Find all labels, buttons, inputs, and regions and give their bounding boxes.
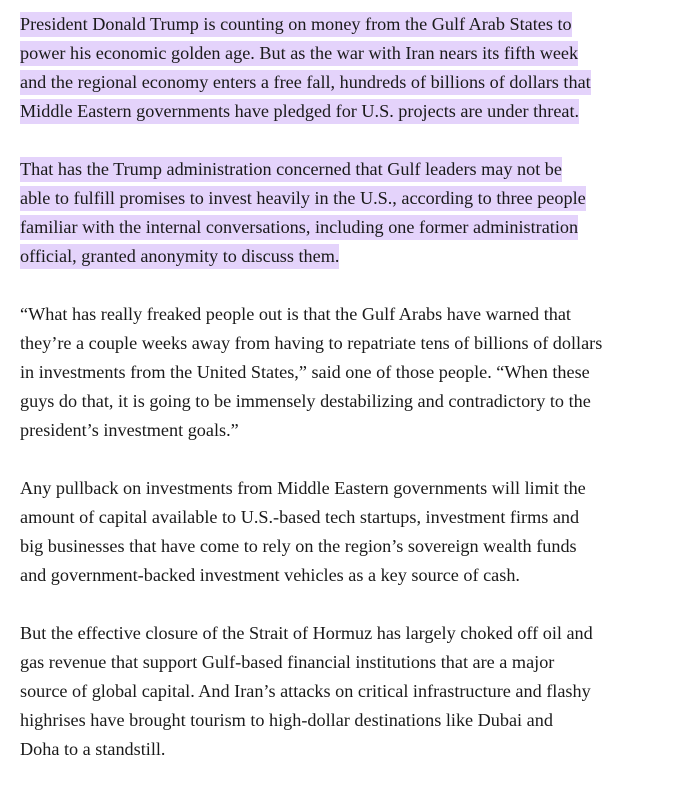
text-line [20, 387, 660, 416]
line-text: and government-backed investment vehicles as a key source of cash. [20, 565, 520, 585]
text-line [20, 706, 660, 735]
line-text: Doha to a standstill. [20, 739, 166, 759]
line-text: in investments from the United States,” said one of those people. “When these [20, 362, 590, 382]
text-line [20, 329, 660, 358]
text-line [20, 648, 660, 677]
paragraph-4[interactable] [20, 474, 660, 590]
text-line [20, 735, 660, 764]
text-line [20, 39, 660, 68]
paragraph-5[interactable] [20, 619, 660, 764]
line-text: big businesses that have come to rely on the region’s sovereign wealth funds [20, 536, 577, 556]
line-text: amount of capital available to U.S.-based tech startups, investment firms and [20, 507, 580, 527]
line-text: President Donald Trump is counting on money from the Gulf Arab States to [20, 12, 572, 37]
line-text: familiar with the internal conversations, including one former administration [20, 215, 578, 240]
line-text: highrises have brought tourism to high-dollar destinations like Dubai and [20, 710, 553, 730]
paragraph-3[interactable] [20, 300, 660, 445]
text-line [20, 68, 660, 97]
line-text: power his economic golden age. But as the war with Iran nears its fifth week [20, 41, 578, 66]
line-text: That has the Trump administration concerned that Gulf leaders may not be [20, 157, 562, 182]
text-line [20, 358, 660, 387]
line-text: Any pullback on investments from Middle Eastern governments will limit the [20, 478, 586, 498]
text-line [20, 474, 660, 503]
paragraph-1[interactable] [20, 10, 660, 126]
text-line [20, 300, 660, 329]
text-line [20, 10, 660, 39]
paragraph-2[interactable] [20, 155, 660, 271]
text-line [20, 213, 660, 242]
line-text: official, granted anonymity to discuss them. [20, 244, 339, 269]
text-line [20, 619, 660, 648]
line-text: But the effective closure of the Strait of Hormuz has largely choked off oil and [20, 623, 593, 643]
line-text: source of global capital. And Iran’s attacks on critical infrastructure and flashy [20, 681, 591, 701]
line-text: able to fulfill promises to invest heavily in the U.S., according to three people [20, 186, 586, 211]
line-text: they’re a couple weeks away from having to repatriate tens of billions of dollars [20, 333, 603, 353]
text-line [20, 561, 660, 590]
line-text: Middle Eastern governments have pledged for U.S. projects are under threat. [20, 99, 579, 124]
article-body [20, 10, 660, 793]
text-line [20, 155, 660, 184]
line-text: president’s investment goals.” [20, 420, 239, 440]
text-line [20, 97, 660, 126]
line-text: guys do that, it is going to be immensely destabilizing and contradictory to the [20, 391, 591, 411]
text-line [20, 184, 660, 213]
text-line [20, 416, 660, 445]
line-text: “What has really freaked people out is that the Gulf Arabs have warned that [20, 304, 571, 324]
text-line [20, 677, 660, 706]
line-text: gas revenue that support Gulf-based financial institutions that are a major [20, 652, 555, 672]
text-line [20, 242, 660, 271]
text-line [20, 503, 660, 532]
text-line [20, 532, 660, 561]
line-text: and the regional economy enters a free fall, hundreds of billions of dollars that [20, 70, 591, 95]
